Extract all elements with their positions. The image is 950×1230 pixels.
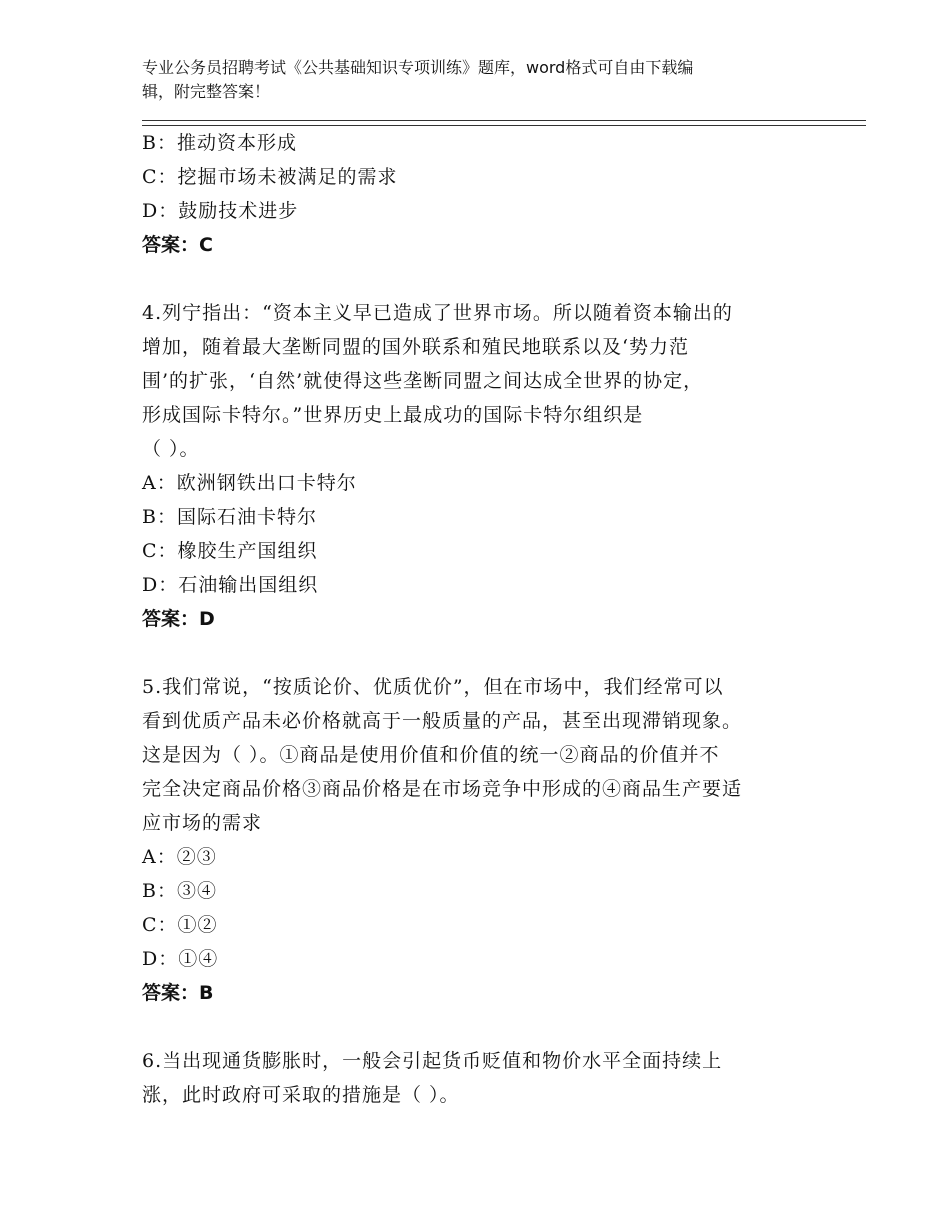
- question-stem-line: 看到优质产品未必价格就高于一般质量的产品，甚至出现滞销现象。: [142, 710, 743, 732]
- question-stem-line: 涨，此时政府可采取的措施是（ ）。: [142, 1084, 460, 1106]
- question-stem-line: 应市场的需求: [142, 812, 263, 834]
- question-stem-line: 围’的扩张，‘自然’就使得这些垄断同盟之间达成全世界的协定，: [142, 370, 704, 392]
- option-b: B：推动资本形成: [142, 132, 297, 154]
- question-6: [142, 1044, 812, 1112]
- option-d: D：鼓励技术进步: [142, 200, 299, 222]
- spacer: [142, 636, 812, 670]
- question-stem-line: 这是因为（ ）。①商品是使用价值和价值的统一②商品的价值并不: [142, 744, 720, 766]
- option-c: C：①②: [142, 914, 218, 936]
- question-stem-line: 增加，随着最大垄断同盟的国外联系和殖民地联系以及‘势力范: [142, 336, 690, 358]
- option-b: B：国际石油卡特尔: [142, 506, 317, 528]
- option-d: D：石油输出国组织: [142, 574, 319, 596]
- answer: 答案：D: [142, 608, 215, 630]
- option-a: A：欧洲钢铁出口卡特尔: [142, 472, 357, 494]
- spacer: [142, 1010, 812, 1044]
- answer: 答案：B: [142, 982, 214, 1004]
- document-header: [142, 56, 802, 104]
- option-c: C：挖掘市场未被满足的需求: [142, 166, 398, 188]
- question-stem-line: 6.当出现通货膨胀时，一般会引起货币贬值和物价水平全面持续上: [142, 1050, 723, 1072]
- question-3: [142, 126, 812, 262]
- question-stem-line: 4.列宁指出：“资本主义早已造成了世界市场。所以随着资本输出的: [142, 302, 733, 324]
- header-line-2: 辑，附完整答案！: [142, 82, 271, 101]
- question-stem-line: 形成国际卡特尔。”世界历史上最成功的国际卡特尔组织是: [142, 404, 644, 426]
- question-stem-line: （ ）。: [142, 438, 200, 460]
- option-d: D：①④: [142, 948, 219, 970]
- question-4: [142, 296, 812, 636]
- option-b: B：③④: [142, 880, 217, 902]
- option-c: C：橡胶生产国组织: [142, 540, 318, 562]
- spacer: [142, 262, 812, 296]
- question-list: [142, 126, 812, 1112]
- answer: 答案：C: [142, 234, 213, 256]
- header-line-1: 专业公务员招聘考试《公共基础知识专项训练》题库，word格式可自由下载编: [142, 58, 694, 77]
- option-a: A：②③: [142, 846, 217, 868]
- question-stem-line: 完全决定商品价格③商品价格是在市场竞争中形成的④商品生产要适: [142, 778, 743, 800]
- question-stem-line: 5.我们常说，“按质论价、优质优价”，但在市场中，我们经常可以: [142, 676, 724, 698]
- question-5: [142, 670, 812, 1010]
